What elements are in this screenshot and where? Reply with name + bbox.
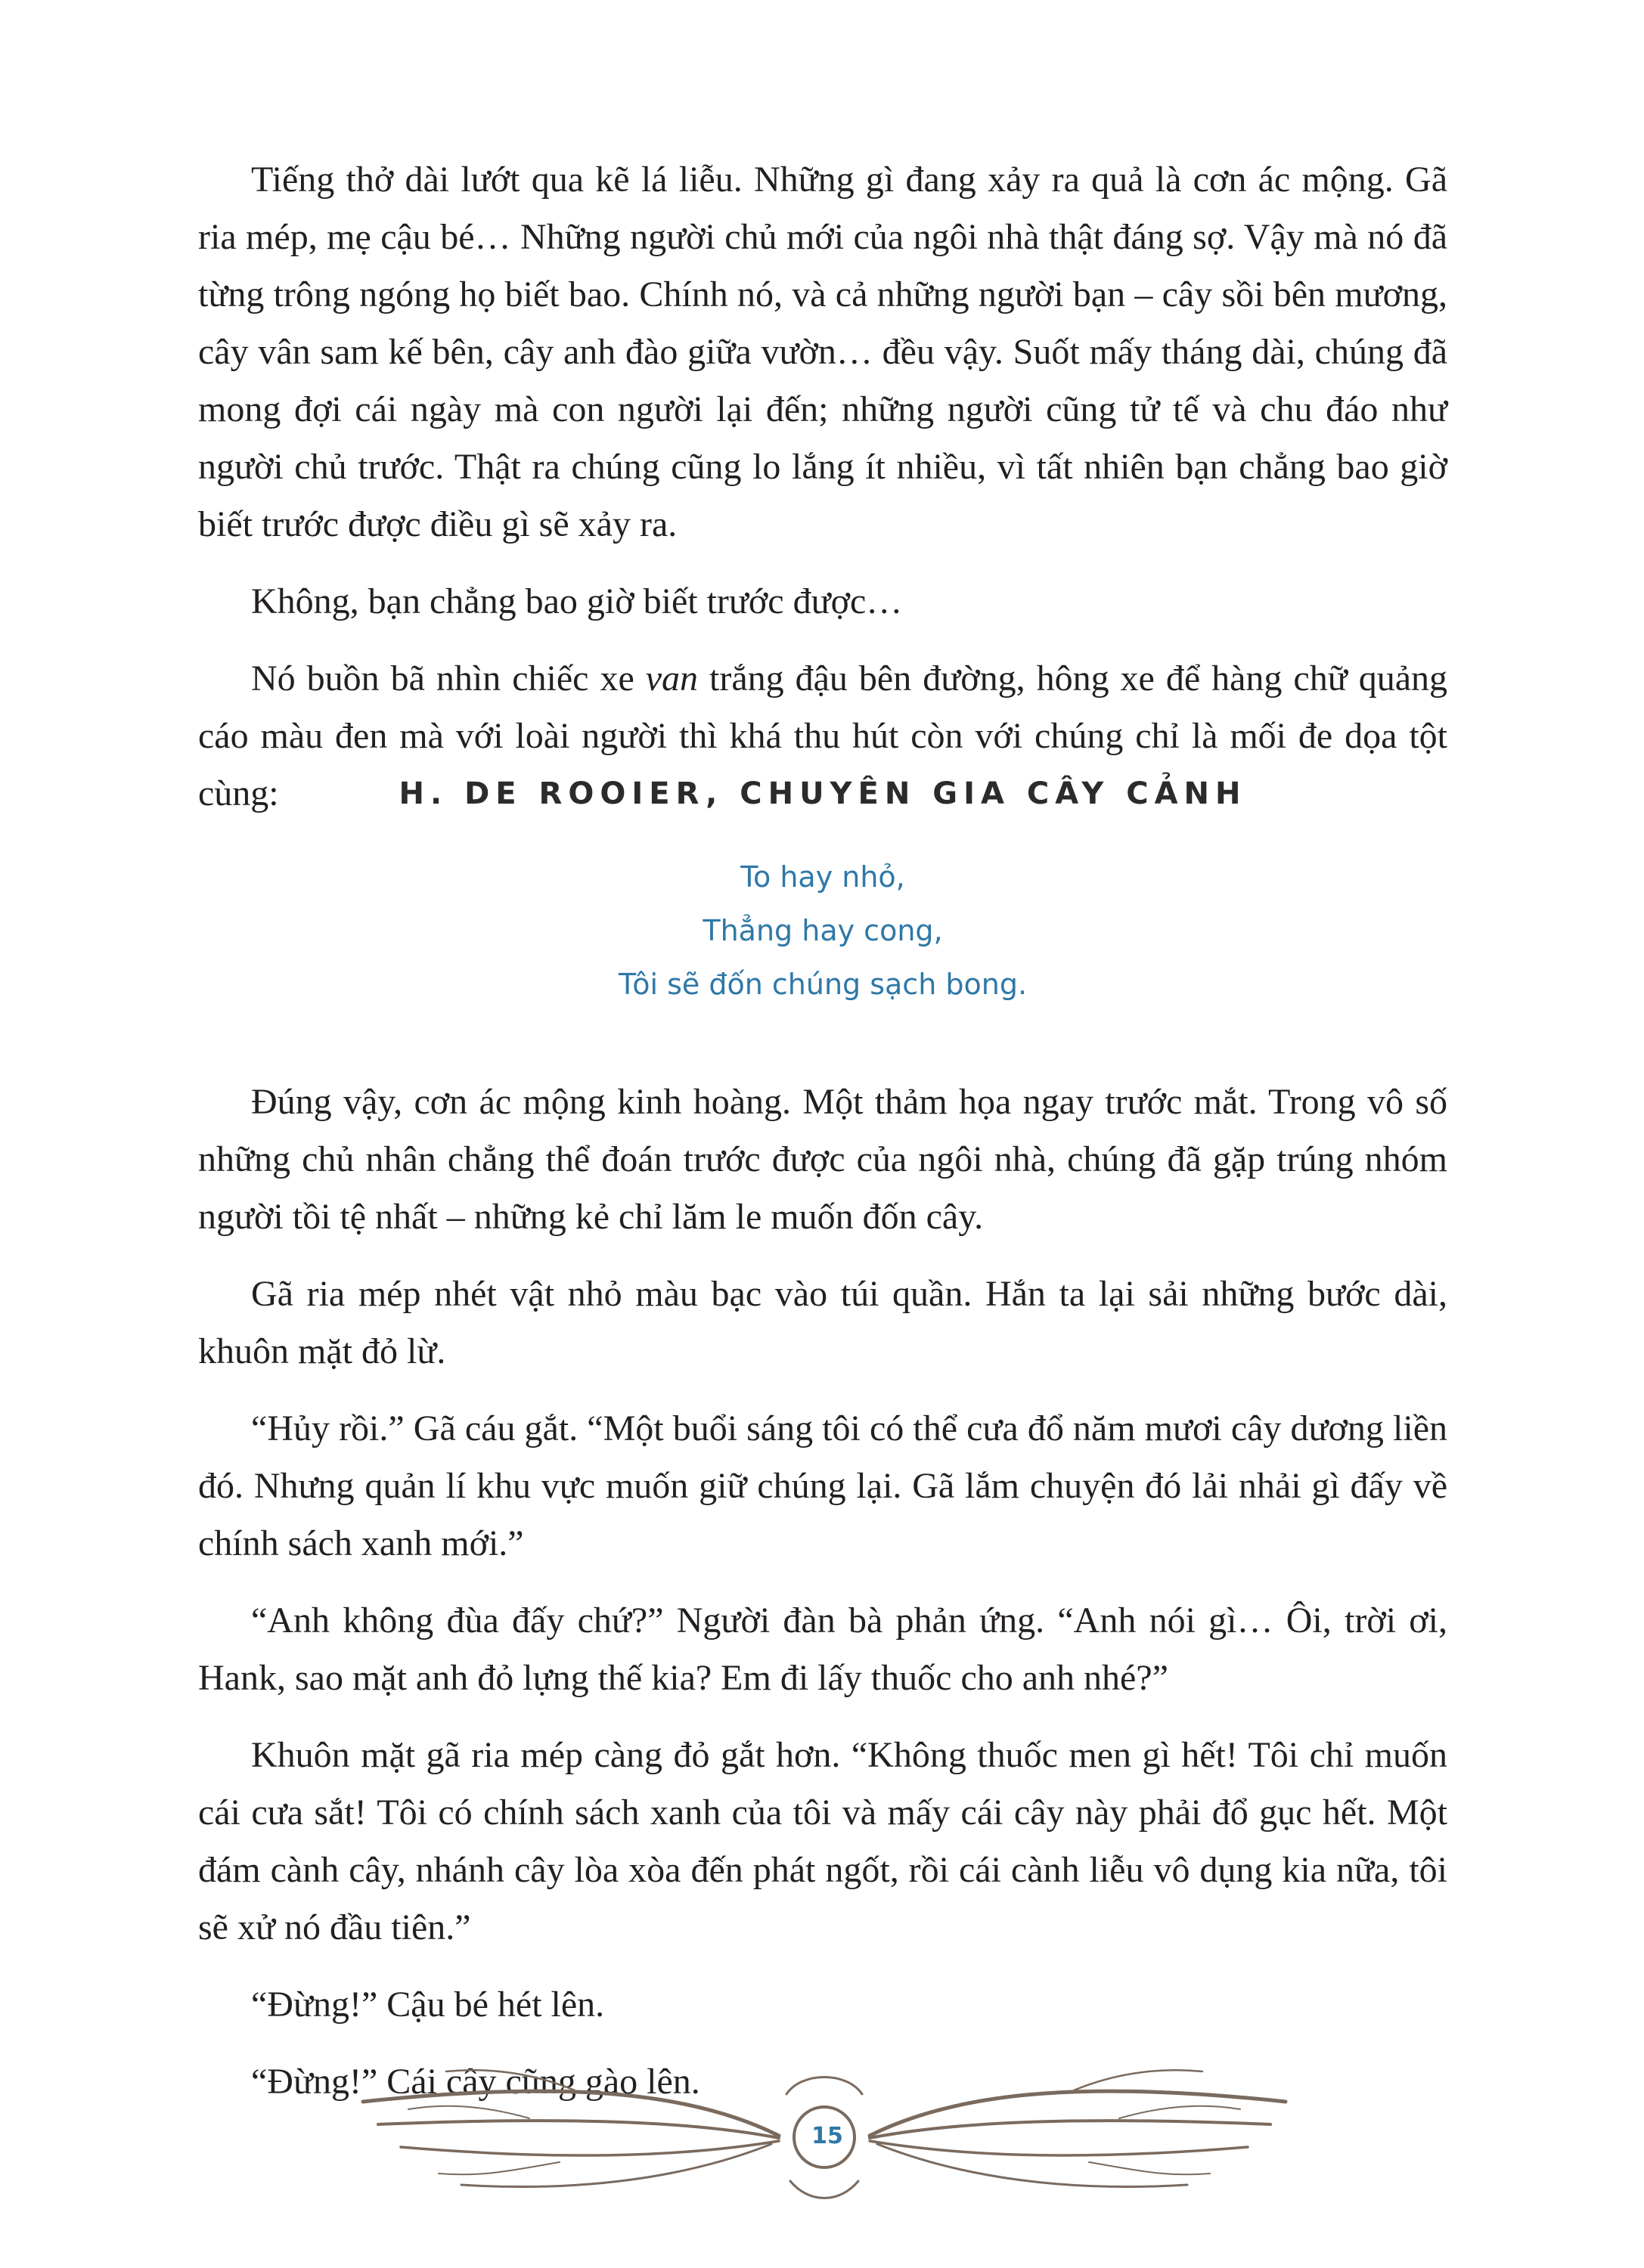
- top-text-block: [198, 151, 1447, 842]
- paragraph: Đúng vậy, cơn ác mộng kinh hoàng. Một thảm họa ngay trước mắt. Trong vô số những chủ nhân chẳng thể đoán trước được của ngôi nhà, chúng đã gặp trúng nhóm người tồi tệ nhất – những kẻ chỉ lăm le muốn đốn cây.: [198, 1082, 1447, 1237]
- paragraph: “Đừng!” Cái cây cũng gào lên.: [251, 2062, 700, 2102]
- paragraph: “Anh không đùa đấy chứ?” Người đàn bà phản ứng. “Anh nói gì… Ôi, trời ơi, Hank, sao mặt anh đỏ lựng thế kia? Em đi lấy thuốc cho anh nhé?”: [198, 1600, 1447, 1698]
- sign-heading: H. DE ROOIER, CHUYÊN GIA CÂY CẢNH: [399, 776, 1247, 811]
- sign-slogan: [198, 850, 1447, 1012]
- page-number: 15: [811, 2122, 843, 2149]
- paragraph: “Đừng!” Cậu bé hét lên.: [251, 1984, 605, 2025]
- van-text-after: trắng đậu bên đường, hông xe để hàng chữ quảng cáo màu đen mà với loài người thì khá thu hút còn với chúng chỉ là mối đe dọa tột cùng:: [198, 658, 1448, 813]
- slogan-line: Thẳng hay cong,: [703, 914, 943, 947]
- paragraph: Gã ria mép nhét vật nhỏ màu bạc vào túi quần. Hắn ta lại sải những bước dài, khuôn mặt đỏ lừ.: [198, 1274, 1447, 1371]
- paragraph: Khuôn mặt gã ria mép càng đỏ gắt hơn. “Không thuốc men gì hết! Tôi chỉ muốn cái cưa sắt! Tôi có chính sách xanh của tôi và mấy cái cây này phải đổ gục hết. Một đám cành cây, nhánh cây lòa xòa đến phát ngốt, rồi cái cành liễu vô dụng kia nữa, tôi sẽ xử nó đầu tiên.”: [198, 1735, 1447, 1947]
- slogan-line: Tôi sẽ đốn chúng sạch bong.: [618, 968, 1028, 1001]
- bottom-text-block: [198, 1074, 1447, 2130]
- paragraph: Không, bạn chẳng bao giờ biết trước được…: [251, 581, 903, 621]
- slogan-line: To hay nhỏ,: [740, 860, 905, 894]
- paragraph: Tiếng thở dài lướt qua kẽ lá liễu. Những gì đang xảy ra quả là cơn ác mộng. Gã ria mép, mẹ cậu bé… Những người chủ mới của ngôi nhà thật đáng sợ. Vậy mà nó đã từng trông ngóng họ biết bao. Chính nó, và cả những người bạn – cây sồi bên mương, cây vân sam kế bên, cây anh đào giữa vườn… đều vậy. Suốt mấy tháng dài, chúng đã mong đợi cái ngày mà con người lại đến; những người cũng tử tế và chu đáo như người chủ trước. Thật ra chúng cũng lo lắng ít nhiều, vì tất nhiên bạn chẳng bao giờ biết trước được điều gì sẽ xảy ra.: [198, 160, 1447, 544]
- van-text-before: Nó buồn bã nhìn chiếc xe: [251, 658, 646, 699]
- van-italic-word: van: [645, 658, 699, 699]
- paragraph: “Hủy rồi.” Gã cáu gắt. “Một buổi sáng tôi có thể cưa đổ năm mươi cây dương liền đó. Nhưng quản lí khu vực muốn giữ chúng lại. Gã lắm chuyện đó lải nhải gì đấy về chính sách xanh mới.”: [198, 1408, 1447, 1563]
